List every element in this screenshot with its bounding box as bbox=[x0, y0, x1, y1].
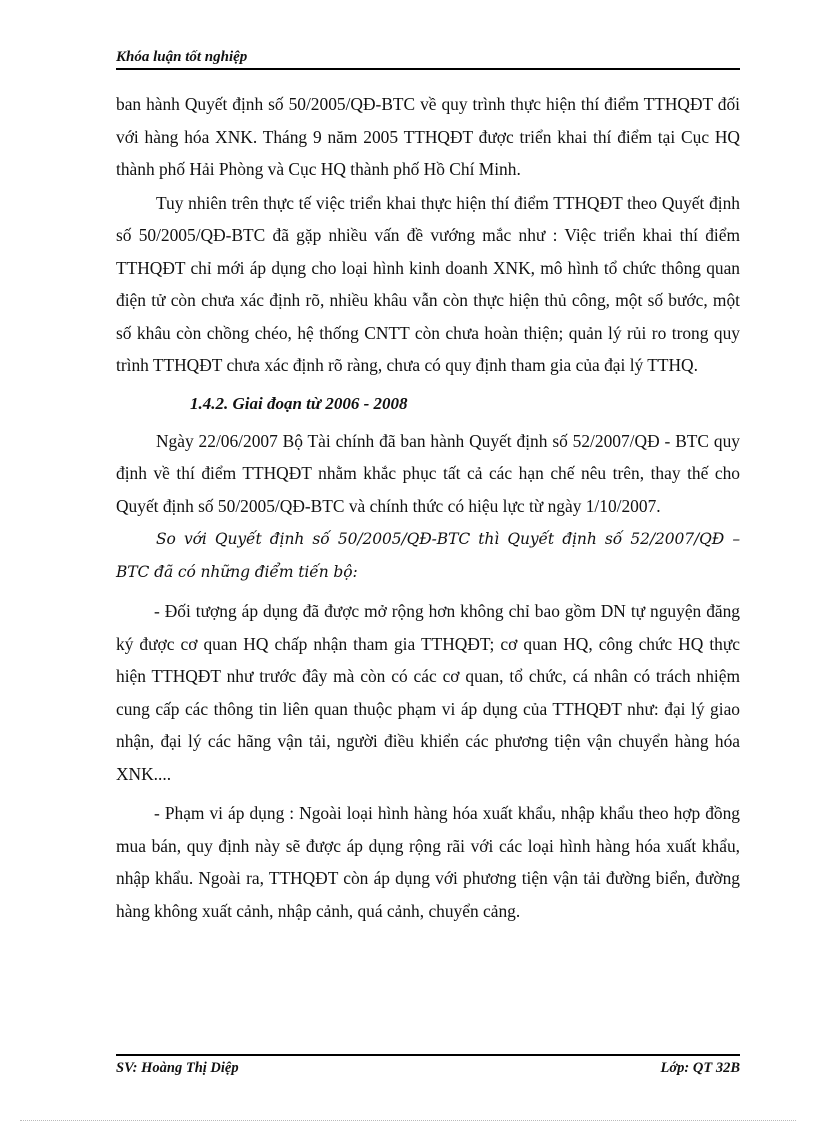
paragraph-4: So với Quyết định số 50/2005/QĐ-BTC thì Quyết định số 52/2007/QĐ – BTC đã có những điểm tiến bộ: bbox=[116, 530, 740, 581]
header-title: Khóa luận tốt nghiệp bbox=[116, 49, 248, 65]
bullet-paragraph-1: - Đối tượng áp dụng đã được mở rộng hơn không chỉ bao gồm DN tự nguyện đăng ký được cơ quan HQ chấp nhận tham gia TTHQĐT; cơ quan HQ, công chức HQ thực hiện TTHQĐT như trước đây mà còn có các cơ quan, tổ chức, cá nhân có trách nhiệm cung cấp các thông tin liên quan thuộc phạm vi áp dụng của TTHQĐT như: đại lý giao nhận, đại lý các hãng vận tải, người điều khiển các phương tiện vận chuyển hàng hóa XNK.... bbox=[116, 601, 740, 784]
section-heading: 1.4.2. Giai đoạn từ 2006 - 2008 bbox=[190, 393, 408, 413]
paragraph-3: Ngày 22/06/2007 Bộ Tài chính đã ban hành Quyết định số 52/2007/QĐ - BTC quy định về thí điểm TTHQĐT nhằm khắc phục tất cả các hạn chế nêu trên, thay thế cho Quyết định số 50/2005/QĐ-BTC và chính thức có hiệu lực từ ngày 1/10/2007. bbox=[116, 430, 740, 516]
footer-class: Lớp: QT 32B bbox=[660, 1060, 740, 1076]
paragraph-2: Tuy nhiên trên thực tế việc triển khai thực hiện thí điểm TTHQĐT theo Quyết định số 50/2005/QĐ-BTC đã gặp nhiều vấn đề vướng mắc như : Việc triển khai thí điểm TTHQĐT chỉ mới áp dụng cho loại hình kinh doanh XNK, mô hình tổ chức thông quan điện tử còn chưa xác định rõ, nhiều khâu vẫn còn thực hiện thủ công, một số bước, một số khâu còn chồng chéo, hệ thống CNTT còn chưa hoàn thiện; quản lý rủi ro trong quy trình TTHQĐT chưa xác định rõ ràng, chưa có quy định tham gia của đại lý TTHQ. bbox=[116, 192, 740, 375]
document-body bbox=[116, 88, 740, 928]
page-edge-divider bbox=[20, 1120, 796, 1121]
page-footer bbox=[116, 1054, 740, 1077]
paragraph-1: ban hành Quyết định số 50/2005/QĐ-BTC về quy trình thực hiện thí điểm TTHQĐT đối với hàng hóa XNK. Tháng 9 năm 2005 TTHQĐT được triển khai thí điểm tại Cục HQ thành phố Hải Phòng và Cục HQ thành phố Hồ Chí Minh. bbox=[116, 94, 740, 179]
footer-student: SV: Hoàng Thị Diệp bbox=[116, 1060, 239, 1076]
bullet-paragraph-2: - Phạm vi áp dụng : Ngoài loại hình hàng hóa xuất khẩu, nhập khẩu theo hợp đồng mua bán, quy định này sẽ được áp dụng rộng rãi với các loại hình hàng hóa xuất khẩu, nhập khẩu. Ngoài ra, TTHQĐT còn áp dụng với phương tiện vận tải đường biển, đường hàng không xuất cảnh, nhập cảnh, quá cảnh, chuyển cảng. bbox=[116, 803, 740, 921]
page-header bbox=[116, 48, 740, 70]
